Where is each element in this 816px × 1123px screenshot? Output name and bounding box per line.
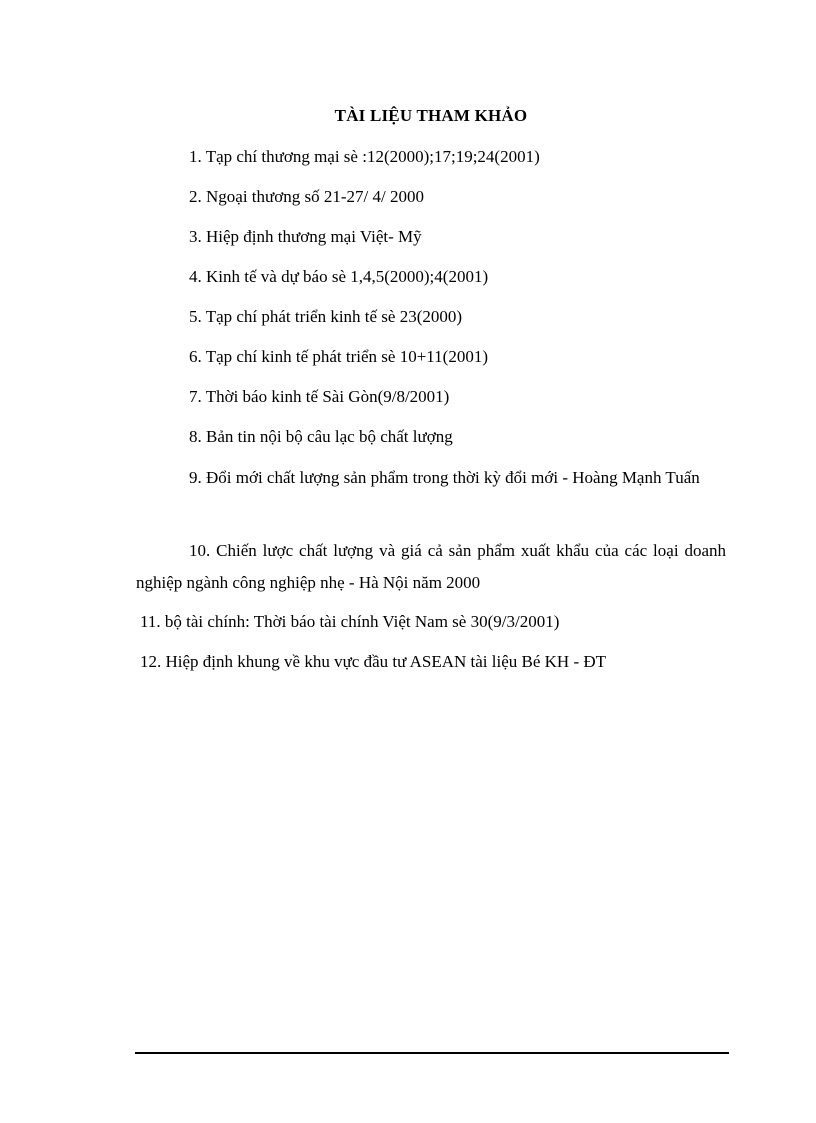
reference-item-11: 11. bộ tài chính: Thời báo tài chính Việt Nam sè 30(9/3/2001) xyxy=(140,612,560,631)
reference-item-1: 1. Tạp chí thương mại sè :12(2000);17;19;24(2001) xyxy=(189,147,540,166)
page-title: TÀI LIỆU THAM KHẢO xyxy=(334,106,528,125)
reference-item-2: 2. Ngoại thương số 21-27/ 4/ 2000 xyxy=(189,187,424,206)
reference-item-5: 5. Tạp chí phát triển kinh tế sè 23(2000) xyxy=(189,307,463,326)
reference-item-7: 7. Thời báo kinh tế Sài Gòn(9/8/2001) xyxy=(189,387,450,406)
reference-item-3: 3. Hiệp định thương mại Việt- Mỹ xyxy=(189,227,422,246)
reference-item-9: 9. Đổi mới chất lượng sản phẩm trong thời kỳ đổi mới - Hoàng Mạnh Tuấn xyxy=(189,468,700,487)
reference-item-10: 10. Chiến lược chất lượng và giá cả sản phẩm xuất khẩu của các loại doanh nghiệp ngành công nghiệp nhẹ - Hà Nội năm 2000 xyxy=(136,541,726,592)
reference-item-12: 12. Hiệp định khung về khu vực đầu tư ASEAN tài liệu Bé KH - ĐT xyxy=(140,652,607,671)
footer-rule xyxy=(135,1052,729,1054)
reference-item-6: 6. Tạp chí kinh tế phát triển sè 10+11(2001) xyxy=(189,347,488,366)
reference-item-8: 8. Bản tin nội bộ câu lạc bộ chất lượng xyxy=(189,427,453,446)
reference-item-4: 4. Kinh tế và dự báo sè 1,4,5(2000);4(2001) xyxy=(189,267,489,286)
